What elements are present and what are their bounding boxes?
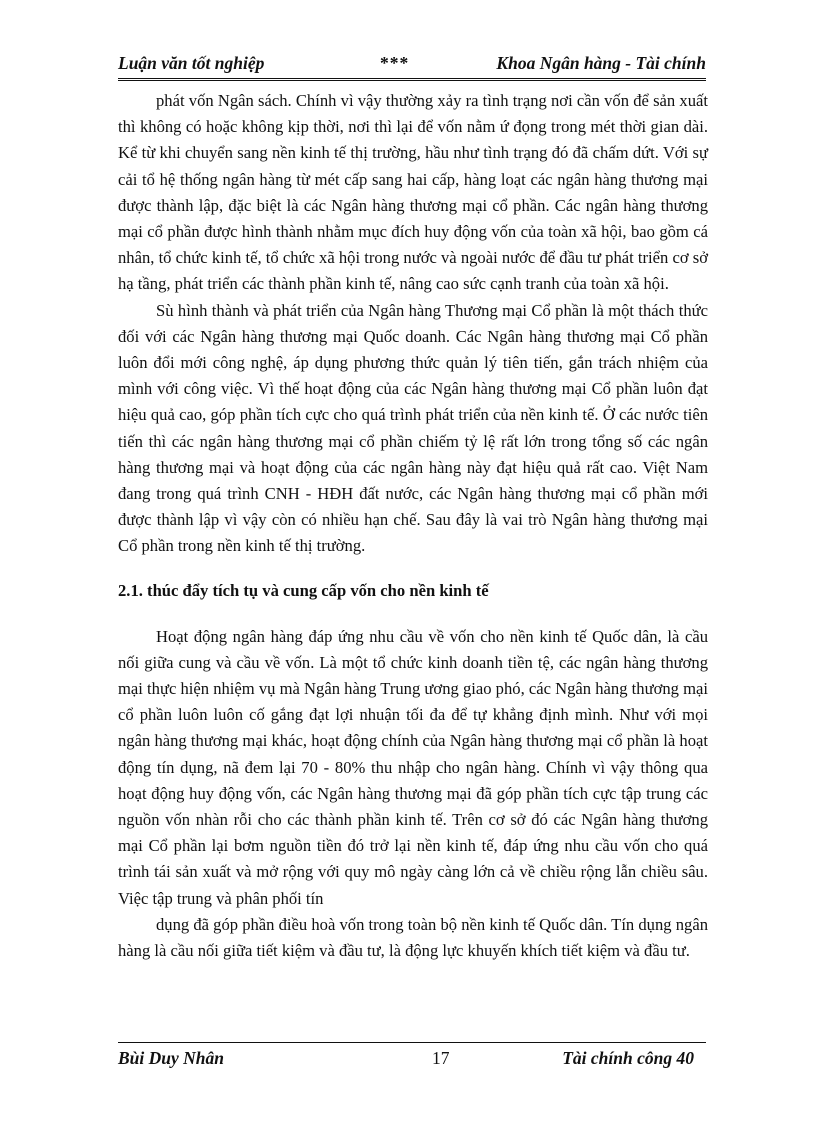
page-number: 17 xyxy=(432,1048,450,1068)
paragraph-2: Sù hình thành và phát triển của Ngân hàng Thương mại Cổ phần là một thách thức đối với các Ngân hàng thương mại Quốc doanh. Các Ngân hàng thương mại Cổ phần luôn đổi mới công nghệ, áp dụng phương thức quản lý tiên tiến, gắn trách nhiệm của mình với công việc. Vì thế hoạt động của các Ngân hàng thương mại Cổ phần luôn đạt hiệu quả cao, góp phần tích cực cho quá trình phát triển của nền kinh tế. Ở các nước tiên tiến thì các ngân hàng thương mại cổ phần chiếm tỷ lệ rất lớn trong tổng số các ngân hàng thương mại và hoạt động của các ngân hàng này đạt hiệu quả rất cao. Việt Nam đang trong quá trình CNH - HĐH đất nước, các Ngân hàng thương mại cổ phần mới được thành lập vì vậy còn có nhiều hạn chế. Sau đây là vai trò Ngân hàng thương mại Cổ phần trong nền kinh tế thị trường. xyxy=(118,300,708,556)
footer-class: Tài chính công 40 xyxy=(562,1048,694,1068)
header-ornament: *** xyxy=(380,53,410,73)
paragraph-4: dụng đã góp phần điều hoà vốn trong toàn bộ nền kinh tế Quốc dân. Tín dụng ngân hàng là cầu nối giữa tiết kiệm và đầu tư, là động lực khuyến khích tiết kiệm và đầu tư. xyxy=(118,914,708,961)
page-header xyxy=(118,52,706,81)
paragraph-1: phát vốn Ngân sách. Chính vì vậy thường xảy ra tình trạng nơi cần vốn để sản xuất thì không có hoặc không kịp thời, nơi thì lại để vốn nằm ứ đọng trong mét thời gian dài. Kể từ khi chuyển sang nền kinh tế thị trường, hầu như tình trạng đó đã chấm dứt. Với sự cải tổ hệ thống ngân hàng từ mét cấp sang hai cấp, hàng loạt các ngân hàng thương mại được thành lập, đặc biệt là các Ngân hàng thương mại cổ phần. Các ngân hàng thương mại cổ phần được hình thành nhằm mục đích huy động vốn của toàn xã hội, bao gồm cá nhân, tổ chức kinh tế, tổ chức xã hội trong nước và ngoài nước để đầu tư phát triển cơ sở hạ tầng, phát triển các thành phần kinh tế, nâng cao sức cạnh tranh của toàn xã hội. xyxy=(118,91,708,294)
footer-author: Bùi Duy Nhân xyxy=(118,1048,225,1068)
page-body xyxy=(118,88,708,964)
header-faculty: Khoa Ngân hàng - Tài chính xyxy=(496,53,706,73)
paragraph-3: Hoạt động ngân hàng đáp ứng nhu cầu về vốn cho nền kinh tế Quốc dân, là cầu nối giữa cung và cầu về vốn. Là một tổ chức kinh doanh tiền tệ, các ngân hàng thương mại thực hiện nhiệm vụ mà Ngân hàng Trung ương giao phó, các Ngân hàng thương mại cổ phần luôn luôn cố gắng đạt lợi nhuận tối đa để tự khẳng định mình. Như với mọi ngân hàng thương mại khác, hoạt động chính của Ngân hàng thương mại cổ phần là hoạt động tín dụng, nã đem lại 70 - 80% thu nhập cho ngân hàng. Chính vì vậy thông qua hoạt động huy động vốn, các Ngân hàng thương mại đã góp phần tích cực tập trung các nguồn vốn nhàn rỗi cho các thành phần kinh tế. Trên cơ sở đó các Ngân hàng thương mại Cổ phần lại bơm nguồn tiền đó trở lại nền kinh tế, đáp ứng nhu cầu vốn cho quá trình tái sản xuất và mở rộng với quy mô ngày càng lớn cả về chiều rộng lẫn chiều sâu. Việc tập trung và phân phối tín xyxy=(118,626,708,908)
page-footer xyxy=(118,1042,706,1073)
section-heading: 2.1. thúc đẩy tích tụ và cung cấp vốn cho nền kinh tế xyxy=(118,580,489,600)
header-thesis-title: Luận văn tốt nghiệp xyxy=(118,53,265,73)
